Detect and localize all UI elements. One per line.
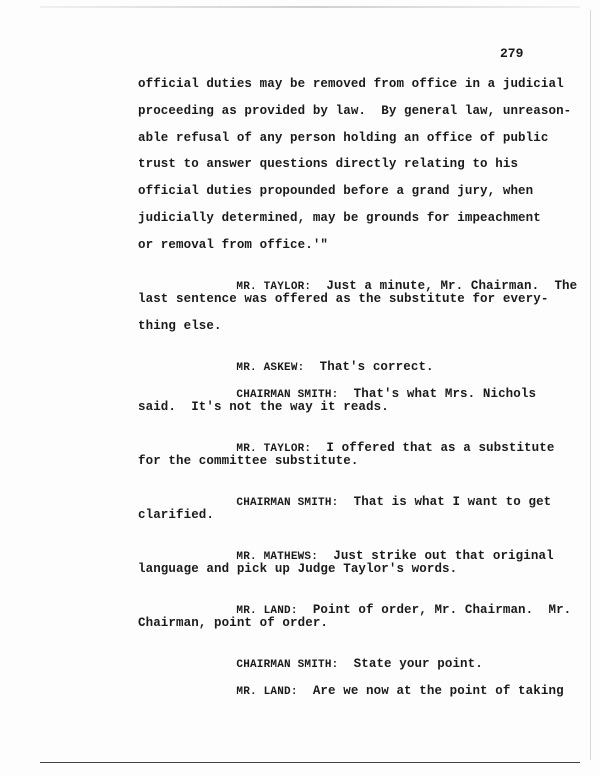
page-right-edge: [590, 10, 591, 760]
speaker-name: MR. MATHEWS:: [236, 551, 319, 563]
page-top-edge: [40, 6, 580, 8]
speech-line: [206, 481, 551, 523]
body-line: last sentence was offered as the substitute for every-: [138, 292, 549, 306]
speech-text: Just strike out that original: [333, 549, 554, 563]
body-line: language and pick up Judge Taylor's words.: [138, 562, 458, 576]
body-line: judicially determined, may be grounds for impeachment: [138, 211, 541, 225]
body-line: for the committee substitute.: [138, 454, 359, 468]
speaker-name: MR. LAND:: [236, 605, 298, 617]
speaker-name: CHAIRMAN SMITH:: [236, 389, 339, 401]
body-line: Chairman, point of order.: [138, 616, 329, 630]
body-line: able refusal of any person holding an office of public: [138, 131, 549, 145]
body-line: trust to answer questions directly relating to his: [138, 157, 519, 171]
speaker-name: MR. TAYLOR:: [236, 281, 312, 293]
body-line: or removal from office.'": [138, 238, 329, 252]
speech-text: Are we now at the point of taking: [312, 684, 564, 698]
body-line: official duties propounded before a grand jury, when: [138, 184, 534, 198]
speech-line: [206, 670, 564, 712]
speech-text: That is what I want to get: [353, 495, 552, 509]
speaker-name: MR. ASKEW:: [236, 362, 305, 374]
speaker-name: CHAIRMAN SMITH:: [236, 659, 339, 671]
speaker-name: CHAIRMAN SMITH:: [236, 497, 339, 509]
body-line: said. It's not the way it reads.: [138, 400, 389, 414]
body-line: clarified.: [138, 508, 215, 522]
body-line: official duties may be removed from office in a judicial: [138, 77, 564, 91]
body-line: thing else.: [138, 319, 222, 333]
speech-text: State your point.: [353, 657, 483, 671]
page-bottom-edge: [40, 762, 580, 763]
speaker-name: MR. LAND:: [236, 686, 298, 698]
speech-text: Point of order, Mr. Chairman. Mr.: [312, 603, 572, 617]
speech-text: That's correct.: [319, 360, 434, 374]
speech-text: That's what Mrs. Nichols: [353, 387, 537, 401]
page-number: 279: [500, 46, 524, 61]
body-line: proceeding as provided by law. By general law, unreason-: [138, 104, 572, 118]
speech-text: I offered that as a substitute: [326, 441, 555, 455]
speaker-name: MR. TAYLOR:: [236, 443, 312, 455]
speech-text: Just a minute, Mr. Chairman. The: [326, 279, 578, 293]
